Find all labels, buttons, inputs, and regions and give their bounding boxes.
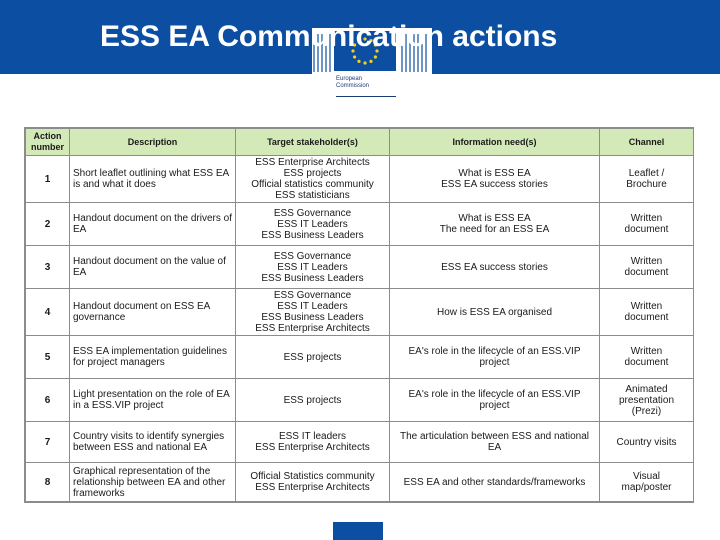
channel: Visual map/poster [600, 463, 694, 502]
action-description: Handout document on ESS EA governance [70, 289, 236, 336]
header-target-stakeholders: Target stakeholder(s) [236, 129, 390, 156]
table-row [26, 379, 694, 422]
channel: Written document [600, 246, 694, 289]
footer-eu-flag-icon [333, 522, 383, 540]
channel: Leaflet / Brochure [600, 156, 694, 203]
action-description: Short leaflet outlining what ESS EA is and what it does [70, 156, 236, 203]
table-row [26, 463, 694, 502]
logo-underline [336, 96, 396, 97]
action-description: Handout document on the drivers of EA [70, 203, 236, 246]
table-row [26, 422, 694, 463]
action-number: 2 [26, 203, 70, 246]
target-stakeholders: ESS projects [236, 379, 390, 422]
information-needs: How is ESS EA organised [390, 289, 600, 336]
information-needs: ESS EA success stories [390, 246, 600, 289]
table-header-row [26, 129, 694, 156]
action-number: 4 [26, 289, 70, 336]
action-description: Handout document on the value of EA [70, 246, 236, 289]
communication-actions-table [24, 127, 694, 503]
logo-caption-line2: Commission [336, 83, 370, 89]
action-number: 8 [26, 463, 70, 502]
target-stakeholders: ESS Governance ESS IT Leaders ESS Business Leaders ESS Enterprise Architects [236, 289, 390, 336]
action-description: Country visits to identify synergies between ESS and national EA [70, 422, 236, 463]
action-description: Light presentation on the role of EA in a ESS.VIP project [70, 379, 236, 422]
table-row [26, 289, 694, 336]
information-needs: The articulation between ESS and national EA [390, 422, 600, 463]
logo-caption-line1: European [336, 76, 363, 82]
header-information-needs: Information need(s) [390, 129, 600, 156]
table-row [26, 246, 694, 289]
channel: Written document [600, 336, 694, 379]
header-channel: Channel [600, 129, 694, 156]
header-description: Description [70, 129, 236, 156]
action-number: 3 [26, 246, 70, 289]
target-stakeholders: ESS Governance ESS IT Leaders ESS Business Leaders [236, 203, 390, 246]
action-description: Graphical representation of the relationship between EA and other frameworks [70, 463, 236, 502]
target-stakeholders: Official Statistics community ESS Enterprise Architects [236, 463, 390, 502]
information-needs: ESS EA and other standards/frameworks [390, 463, 600, 502]
header-action-number: Action number [26, 129, 70, 156]
target-stakeholders: ESS projects [236, 336, 390, 379]
target-stakeholders: ESS Enterprise Architects ESS projects Official statistics community ESS statisticians [236, 156, 390, 203]
information-needs: EA's role in the lifecycle of an ESS.VIP project [390, 379, 600, 422]
action-number: 7 [26, 422, 70, 463]
table-row [26, 336, 694, 379]
logo-caption [336, 76, 369, 90]
action-description: ESS EA implementation guidelines for project managers [70, 336, 236, 379]
action-number: 1 [26, 156, 70, 203]
information-needs: What is ESS EA The need for an ESS EA [390, 203, 600, 246]
target-stakeholders: ESS Governance ESS IT Leaders ESS Business Leaders [236, 246, 390, 289]
channel: Written document [600, 203, 694, 246]
target-stakeholders: ESS IT leaders ESS Enterprise Architects [236, 422, 390, 463]
action-number: 6 [26, 379, 70, 422]
channel: Written document [600, 289, 694, 336]
action-number: 5 [26, 336, 70, 379]
table-row [26, 156, 694, 203]
channel: Animated presentation (Prezi) [600, 379, 694, 422]
table-row [26, 203, 694, 246]
information-needs: EA's role in the lifecycle of an ESS.VIP project [390, 336, 600, 379]
slide-title: ESS EA Communication actions [100, 20, 558, 53]
information-needs: What is ESS EA ESS EA success stories [390, 156, 600, 203]
channel: Country visits [600, 422, 694, 463]
